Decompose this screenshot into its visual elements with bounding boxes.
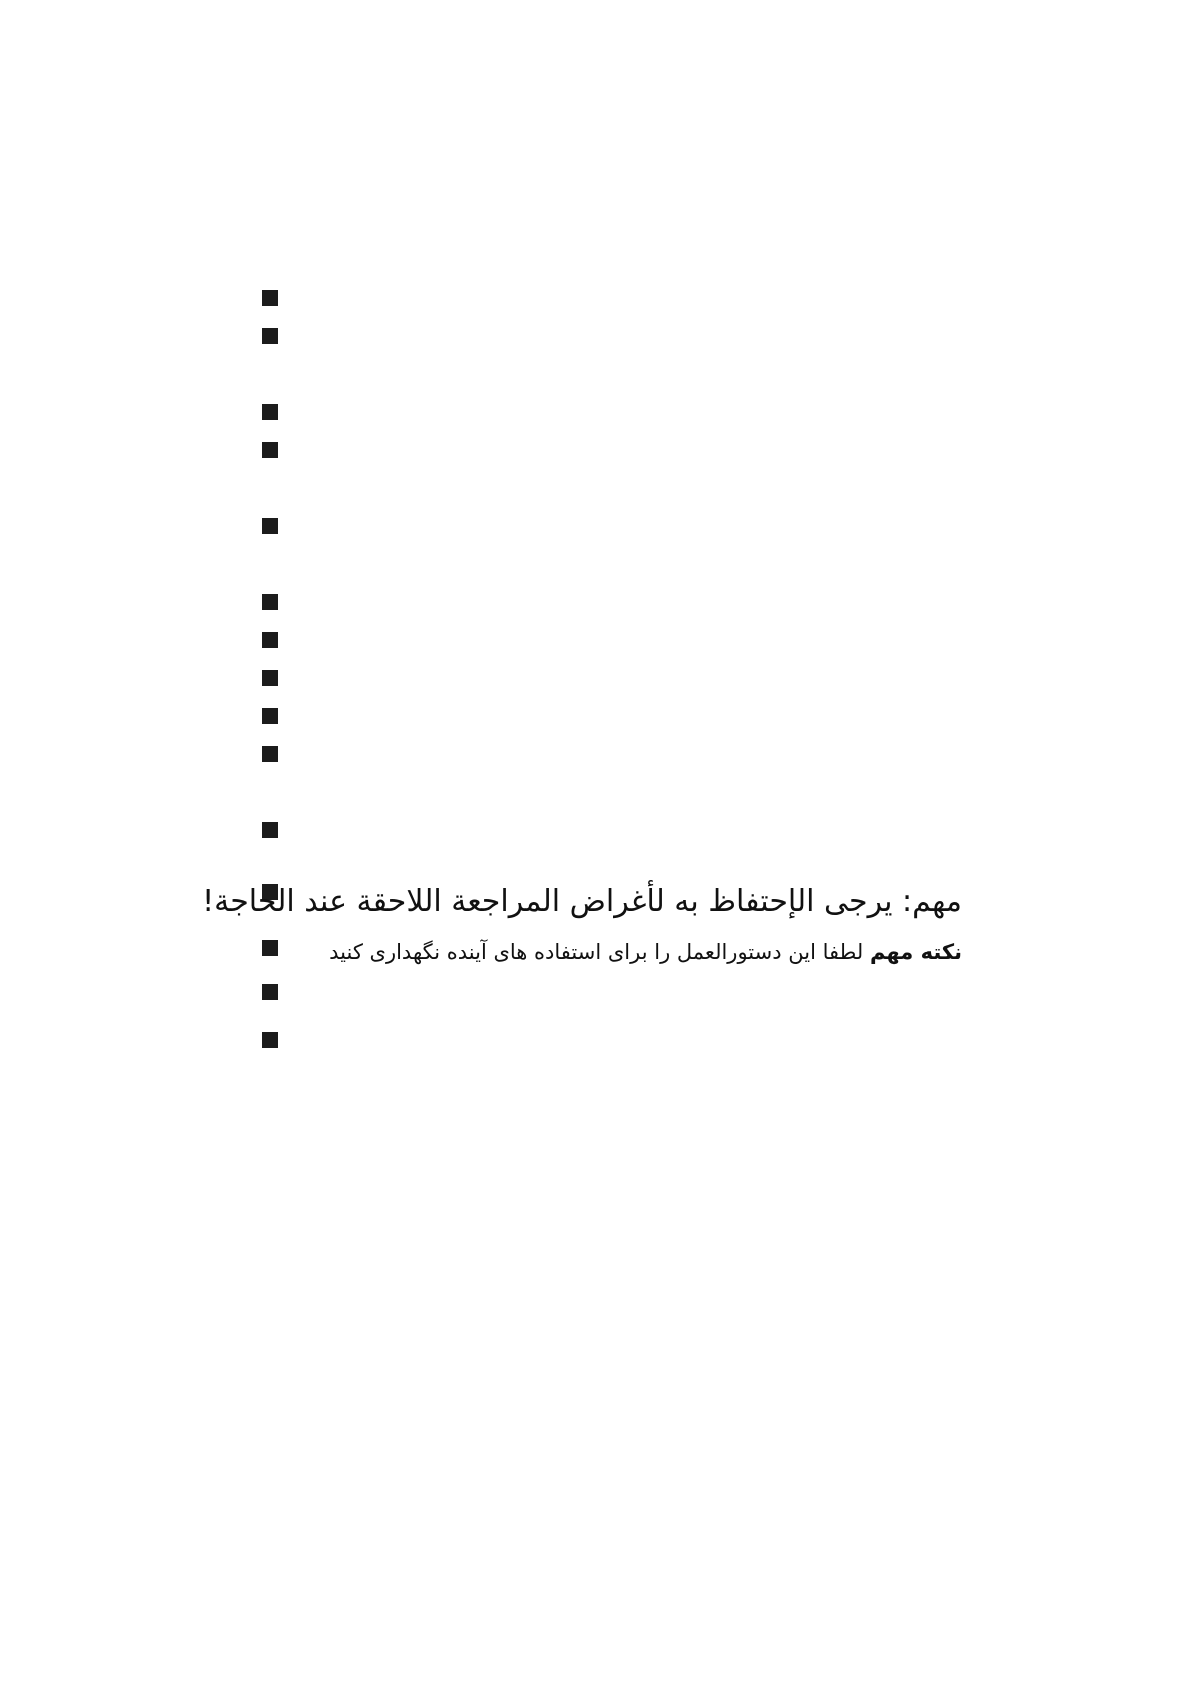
list-item [262, 594, 962, 634]
bullet-square-icon [262, 328, 278, 344]
list-item [262, 518, 962, 558]
list-item [262, 442, 962, 482]
list-item [262, 984, 962, 1024]
bullet-square-icon [262, 940, 278, 956]
bullet-square-icon [262, 1032, 278, 1048]
persian-notice-label: نكته مهم [869, 940, 962, 964]
bullet-square-icon [262, 404, 278, 420]
bullet-square-icon [262, 670, 278, 686]
persian-notice-text: لطفا اين دستورالعمل را براى استفاده هاى آينده نگهدارى كنيد [329, 940, 864, 964]
persian-notice-line [329, 938, 962, 966]
list-item [262, 746, 962, 786]
bullet-square-icon [262, 984, 278, 1000]
list-item [262, 708, 962, 748]
bullet-square-icon [262, 746, 278, 762]
bullet-square-icon [262, 518, 278, 534]
bullet-square-icon [262, 708, 278, 724]
arabic-notice-text: مهم: يرجى الإحتفاظ به لأغراض المراجعة اللاحقة عند الحاجة! [202, 884, 962, 919]
list-item-arabic-notice [202, 882, 962, 922]
bullet-square-icon [262, 290, 278, 306]
list-item [262, 328, 962, 368]
list-item [262, 822, 962, 862]
page-footer-mark [0, 1672, 90, 1685]
bullet-square-icon [262, 822, 278, 838]
bullet-square-icon [262, 632, 278, 648]
list-item [262, 404, 962, 444]
list-item [262, 632, 962, 672]
bullet-square-icon [262, 442, 278, 458]
list-item [262, 1032, 962, 1072]
bullet-square-icon [262, 594, 278, 610]
list-item-persian-notice [262, 930, 962, 970]
list-item [262, 670, 962, 710]
list-item [262, 290, 962, 330]
